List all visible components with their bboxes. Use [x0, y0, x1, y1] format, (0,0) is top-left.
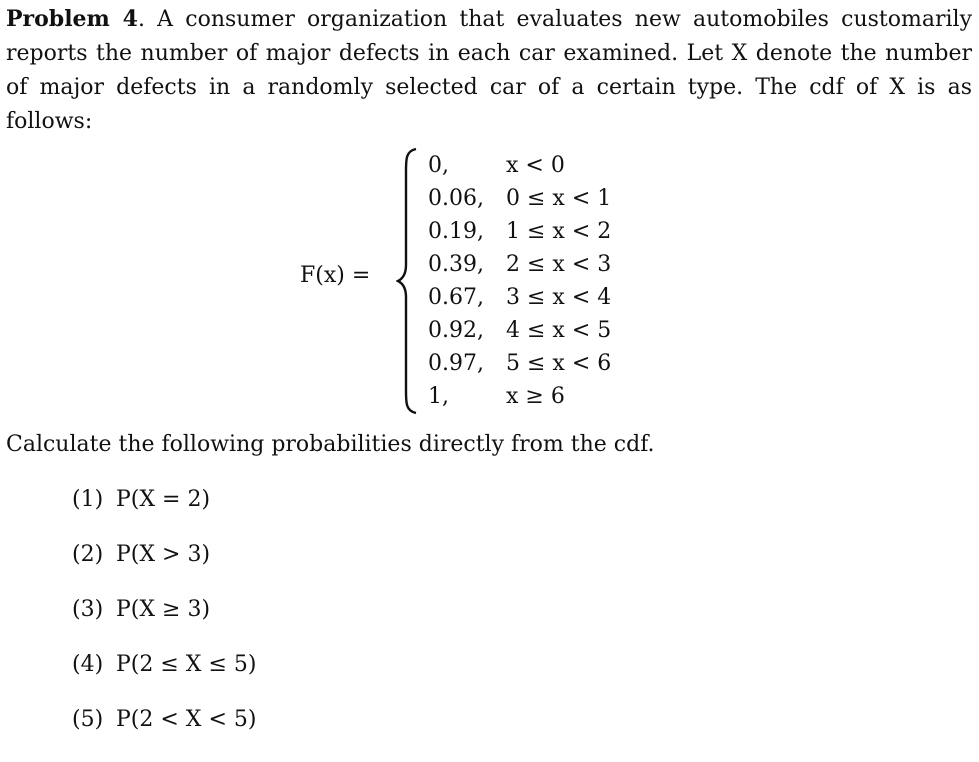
cdf-condition: x ≥ 6 [506, 384, 565, 409]
question-number: (2) [72, 542, 104, 567]
intro-line-4: follows: [6, 109, 93, 134]
cdf-value: 0.67, [428, 285, 484, 310]
intro-line-1 [6, 2, 972, 37]
cdf-value: 0.97, [428, 351, 484, 376]
intro-text-1: . A consumer organization that evaluates new automobiles customarily [138, 7, 972, 32]
cdf-row [428, 314, 658, 347]
cdf-condition: 2 ≤ x < 3 [506, 252, 612, 277]
cdf-row [428, 149, 658, 182]
intro-line-3: of major defects in a randomly selected car of a certain type. The cdf of X is as [6, 75, 972, 100]
intro-line-2: reports the number of major defects in each car examined. Let X denote the number [6, 41, 972, 66]
cdf-value: 0.92, [428, 318, 484, 343]
cdf-condition: 1 ≤ x < 2 [506, 219, 612, 244]
cdf-value: 0.19, [428, 219, 484, 244]
question-number: (4) [72, 652, 104, 677]
cdf-condition: 0 ≤ x < 1 [506, 186, 612, 211]
question-item [72, 542, 256, 597]
left-brace-icon [396, 147, 420, 415]
question-item [72, 707, 256, 762]
cdf-condition: 3 ≤ x < 4 [506, 285, 612, 310]
question-item [72, 487, 256, 542]
question-number: (3) [72, 597, 104, 622]
cdf-rows [428, 149, 658, 413]
cdf-row [428, 248, 658, 281]
cdf-definition [300, 145, 660, 415]
question-expression: P(2 < X < 5) [116, 707, 257, 732]
cdf-row [428, 215, 658, 248]
question-item [72, 652, 256, 707]
cdf-row [428, 182, 658, 215]
question-number: (1) [72, 487, 104, 512]
cdf-condition: 4 ≤ x < 5 [506, 318, 612, 343]
question-list [72, 487, 256, 762]
cdf-condition: x < 0 [506, 153, 565, 178]
question-item [72, 597, 256, 652]
cdf-row [428, 380, 658, 413]
problem-statement [6, 2, 972, 139]
problem-label: Problem 4 [6, 6, 138, 32]
cdf-value: 0.06, [428, 186, 484, 211]
cdf-row [428, 347, 658, 380]
question-expression: P(2 ≤ X ≤ 5) [116, 652, 257, 677]
question-expression: P(X > 3) [116, 542, 211, 567]
question-expression: P(X ≥ 3) [116, 597, 211, 622]
question-number: (5) [72, 707, 104, 732]
cdf-condition: 5 ≤ x < 6 [506, 351, 612, 376]
question-expression: P(X = 2) [116, 487, 211, 512]
cdf-row [428, 281, 658, 314]
cdf-value: 0, [428, 153, 449, 178]
cdf-lhs: F(x) = [300, 263, 371, 288]
instruction-text: Calculate the following probabilities directly from the cdf. [6, 432, 655, 457]
cdf-value: 1, [428, 384, 449, 409]
cdf-value: 0.39, [428, 252, 484, 277]
